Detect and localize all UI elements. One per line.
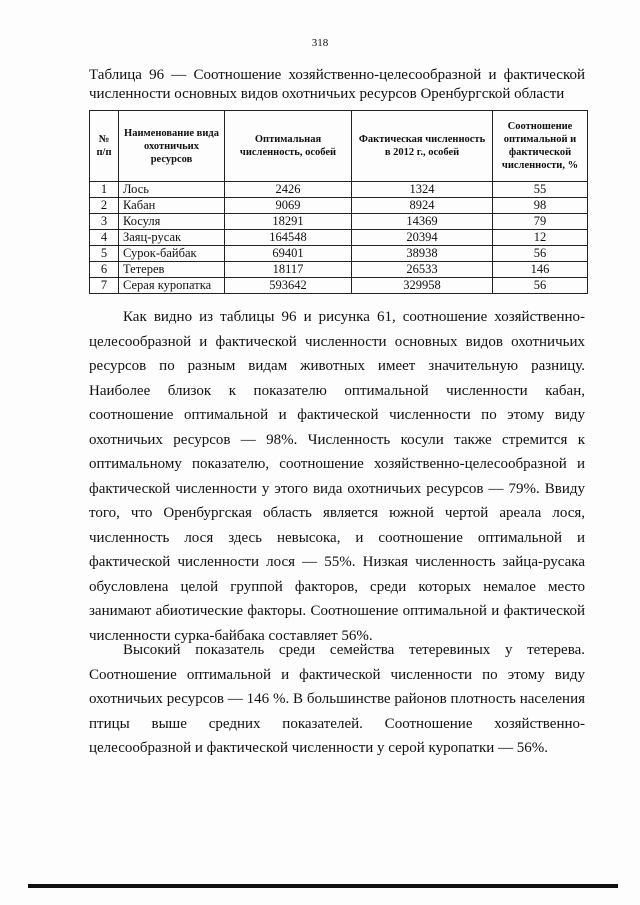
cell-ratio: 56 bbox=[493, 246, 588, 262]
cell-optimal: 9069 bbox=[225, 198, 352, 214]
header-num: № п/п bbox=[90, 111, 119, 182]
cell-optimal: 18117 bbox=[225, 262, 352, 278]
cell-ratio: 55 bbox=[493, 182, 588, 198]
cell-name: Лось bbox=[119, 182, 225, 198]
cell-num: 1 bbox=[90, 182, 119, 198]
cell-num: 6 bbox=[90, 262, 119, 278]
table-row bbox=[90, 182, 588, 198]
cell-num: 2 bbox=[90, 198, 119, 214]
cell-name: Тетерев bbox=[119, 262, 225, 278]
paragraph-1: Как видно из таблицы 96 и рисунка 61, соотношение хозяйственно-целесообразной и фактической численности основных видов охотничьих ресурсов по разным видам животных имеет значительную разницу. Наиболее близок к показателю оптимальной численности кабан, соотношение оптимальной и фактической численности по этому виду охотничьих ресурсов — 98%. Численность косули также стремится к оптимальному показателю, соотношение хозяйственно-целесообразной и фактической численности у этого вида охотничьих ресурсов — 79%. Ввиду того, что Оренбургская область является южной чертой ареала лося, численность лося здесь невысока, и соотношение оптимальной и фактической численности лося — 55%. Низкая численность зайца-русака обусловлена целой группой факторов, среди которых немалое место занимают абиотические факторы. Соотношение оптимальной и фактической численности сурка-байбака составляет 56%. bbox=[89, 309, 585, 644]
cell-optimal: 2426 bbox=[225, 182, 352, 198]
table-body bbox=[90, 182, 588, 294]
cell-actual: 1324 bbox=[352, 182, 493, 198]
cell-num: 4 bbox=[90, 230, 119, 246]
cell-num: 7 bbox=[90, 278, 119, 294]
cell-optimal: 164548 bbox=[225, 230, 352, 246]
table-row bbox=[90, 246, 588, 262]
cell-actual: 14369 bbox=[352, 214, 493, 230]
cell-ratio: 56 bbox=[493, 278, 588, 294]
cell-optimal: 18291 bbox=[225, 214, 352, 230]
cell-actual: 20394 bbox=[352, 230, 493, 246]
cell-ratio: 12 bbox=[493, 230, 588, 246]
cell-ratio: 98 bbox=[493, 198, 588, 214]
page-number: 318 bbox=[311, 37, 329, 49]
table-row bbox=[90, 214, 588, 230]
cell-optimal: 69401 bbox=[225, 246, 352, 262]
cell-ratio: 146 bbox=[493, 262, 588, 278]
cell-num: 3 bbox=[90, 214, 119, 230]
cell-name: Кабан bbox=[119, 198, 225, 214]
header-optimal: Оптимальная численность, особей bbox=[225, 111, 352, 182]
cell-ratio: 79 bbox=[493, 214, 588, 230]
table-caption-line-2: численности основных видов охотничьих ресурсов Оренбургской области bbox=[89, 86, 565, 102]
cell-num: 5 bbox=[90, 246, 119, 262]
cell-actual: 8924 bbox=[352, 198, 493, 214]
table-row bbox=[90, 278, 588, 294]
bottom-rule bbox=[28, 884, 618, 888]
table-header-row bbox=[90, 111, 588, 182]
paragraph-2: Высокий показатель среди семейства тетеревиных у тетерева. Соотношение оптимальной и фактической численности по этому виду охотничьих ресурсов — 146 %. В большинстве районов плотность населения птицы выше средних показателей. Соотношение хозяйственно-целесообразной и фактической численности у серой куропатки — 56%. bbox=[89, 642, 585, 756]
header-name: Наименование вида охотничьих ресурсов bbox=[119, 111, 225, 182]
table-caption bbox=[89, 66, 585, 104]
cell-actual: 329958 bbox=[352, 278, 493, 294]
cell-name: Косуля bbox=[119, 214, 225, 230]
cell-name: Заяц-русак bbox=[119, 230, 225, 246]
table-row bbox=[90, 230, 588, 246]
table-row bbox=[90, 262, 588, 278]
cell-name: Серая куропатка bbox=[119, 278, 225, 294]
cell-name: Сурок-байбак bbox=[119, 246, 225, 262]
header-ratio: Соотношение оптимальной и фактической численности, % bbox=[493, 111, 588, 182]
table-caption-line-1: Таблица 96 — Соотношение хозяйственно-целесообразной и фактической bbox=[89, 67, 585, 83]
cell-actual: 26533 bbox=[352, 262, 493, 278]
cell-actual: 38938 bbox=[352, 246, 493, 262]
cell-optimal: 593642 bbox=[225, 278, 352, 294]
header-actual: Фактическая численность в 2012 г., особей bbox=[352, 111, 493, 182]
table-row bbox=[90, 198, 588, 214]
population-table bbox=[89, 110, 588, 294]
